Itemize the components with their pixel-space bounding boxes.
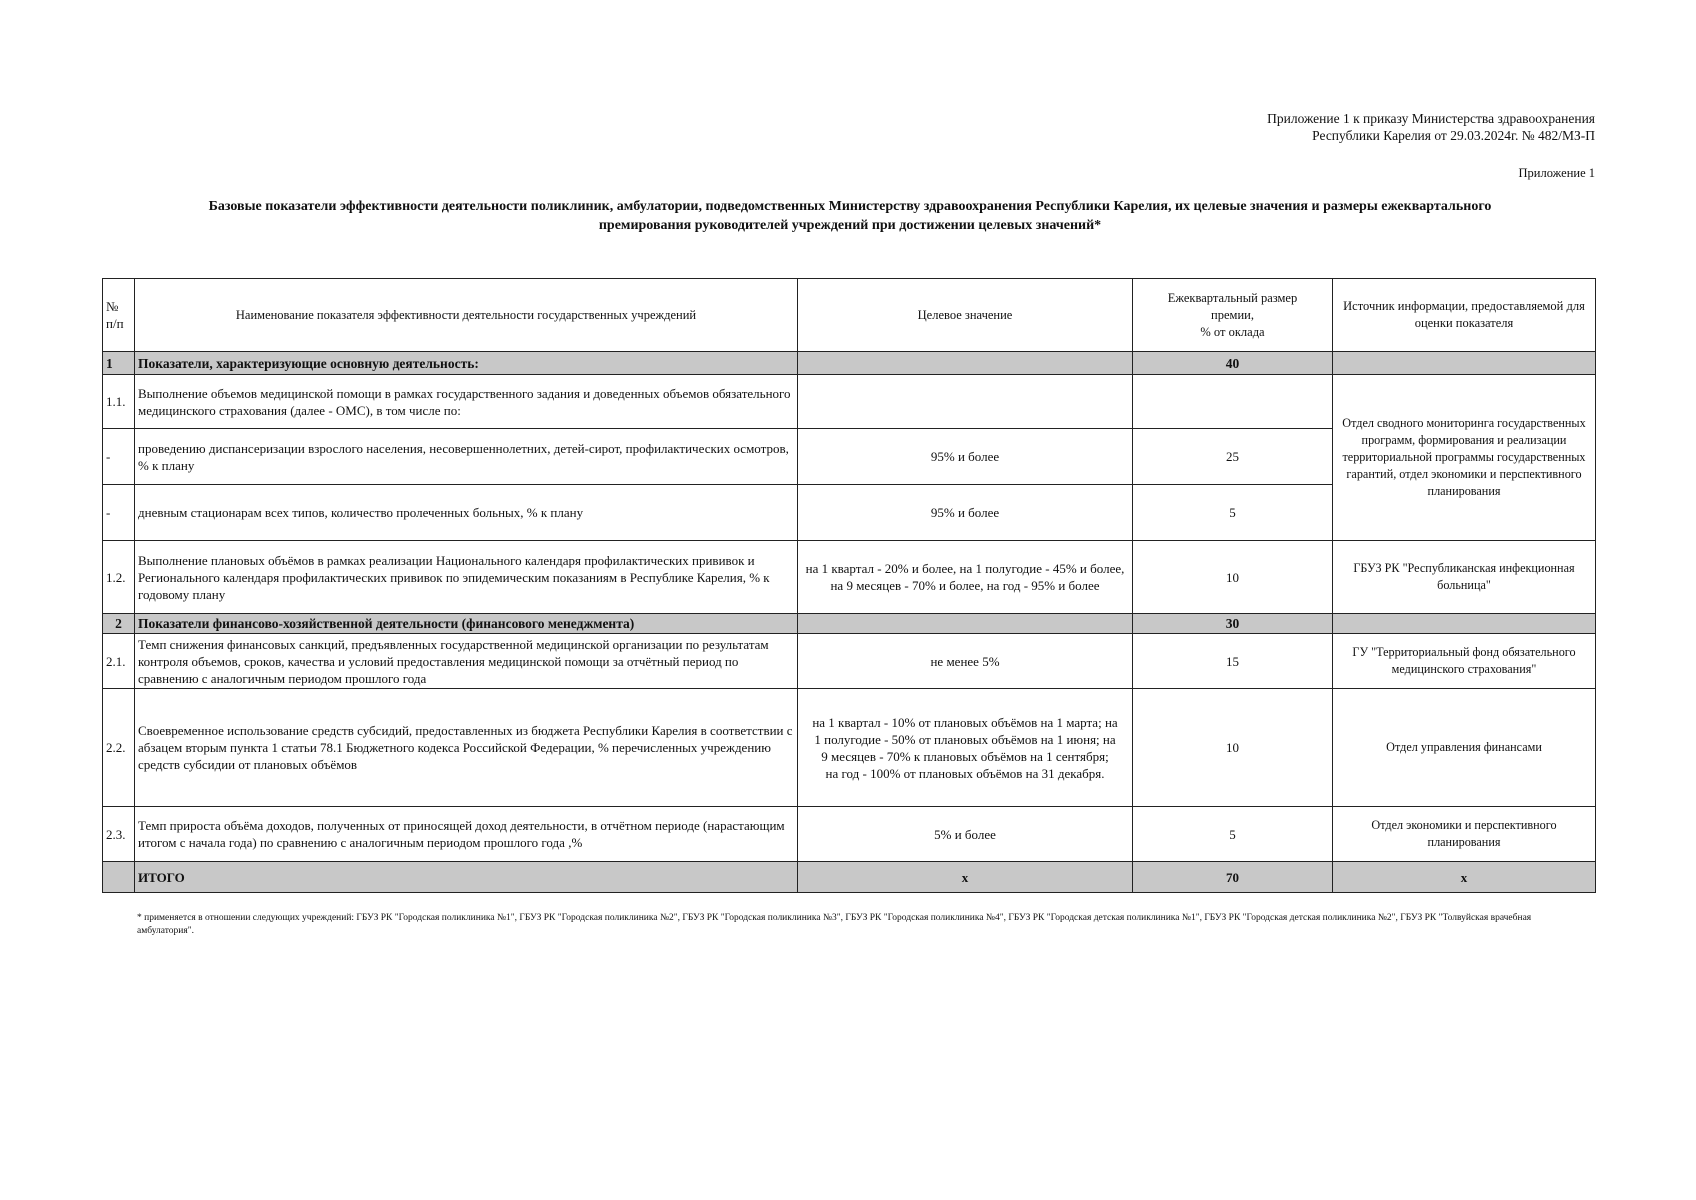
row-1-2-num: 1.2. [103,541,135,614]
row-1-1b-name: дневным стационарам всех типов, количество пролеченных больных, % к плану [135,485,798,541]
section-1-num: 1 [103,352,135,375]
section-1-title: Показатели, характеризующие основную деятельность: [135,352,798,375]
row-2-1-num: 2.1. [103,634,135,689]
row-2-2-target-line2: 1 полугодие - 50% от плановых объёмов на 1 июня; на [814,731,1116,747]
table-row [103,541,1596,614]
row-1-2-target: на 1 квартал - 20% и более, на 1 полугодие - 45% и более, на 9 месяцев - 70% и более, на год - 95% и более [798,541,1133,614]
row-1-1a-target: 95% и более [798,429,1133,485]
row-1-1-name: Выполнение объемов медицинской помощи в рамках государственного задания и доведенных объемов обязательного медицинского страхования (далее - ОМС), в том числе по: [135,375,798,429]
row-2-3-bonus: 5 [1133,807,1333,862]
document-title-line2: премирования руководителей учреждений при достижении целевых значений* [598,218,1102,233]
row-2-2-num: 2.2. [103,689,135,807]
section-2-source [1333,614,1596,634]
order-reference-line1: Приложение 1 к приказу Министерства здравоохранения [1267,111,1595,126]
order-reference [1267,110,1595,144]
row-2-1-target: не менее 5% [798,634,1133,689]
appendix-label: Приложение 1 [1518,166,1595,180]
row-2-2-target-line3: 9 месяцев - 70% к плановых объёмов на 1 сентября; [821,748,1109,764]
row-2-2-target [798,689,1133,807]
document-title-line1: Базовые показатели эффективности деятельности поликлиник, амбулатории, подведомственных Министерству здравоохранения Республики Карелия, их целевые значения и размеры ежеквартального [208,199,1492,214]
row-2-1-bonus: 15 [1133,634,1333,689]
table-row [103,634,1596,689]
row-1-1-target [798,375,1133,429]
total-bonus: 70 [1133,862,1333,893]
total-row [103,862,1596,893]
section-row-1 [103,352,1596,375]
row-1-2-bonus: 10 [1133,541,1333,614]
row-1-1a-name: проведению диспансеризации взрослого населения, несовершеннолетних, детей-сирот, профилактических осмотров, % к плану [135,429,798,485]
row-1-2-name: Выполнение плановых объёмов в рамках реализации Национального календаря профилактических прививок и Регионального календаря профилактических прививок по эпидемическим показаниям в Республике Карелия, % к годовому плану [135,541,798,614]
section-2-title: Показатели финансово-хозяйственной деятельности (финансового менеджмента) [135,614,798,634]
header-source: Источник информации, предоставляемой для оценки показателя [1333,279,1596,352]
row-1-1-source: Отдел сводного мониторинга государственных программ, формирования и реализации территориальной программы государственных гарантий, отдел экономики и перспективного планирования [1333,375,1596,541]
header-target: Целевое значение [798,279,1133,352]
table-row [103,375,1596,429]
header-name: Наименование показателя эффективности деятельности государственных учреждений [135,279,798,352]
total-source: х [1333,862,1596,893]
row-1-1b-num: - [103,485,135,541]
row-2-1-name: Темп снижения финансовых санкций, предъявленных государственной медицинской организации по результатам контроля объемов, сроков, качества и условий предоставления медицинской помощи за отчётный период по сравнению с аналогичным периодом прошлого года [135,634,798,689]
section-1-target [798,352,1133,375]
section-row-2 [103,614,1596,634]
table-row [103,689,1596,807]
row-2-2-target-line1: на 1 квартал - 10% от плановых объёмов на 1 марта; на [812,714,1118,730]
row-2-3-name: Темп прироста объёма доходов, полученных от приносящей доход деятельности, в отчётном периоде (нарастающим итогом с начала года) по сравнению с аналогичным периодом прошлого года ,% [135,807,798,862]
row-2-1-source: ГУ "Территориальный фонд обязательного медицинского страхования" [1333,634,1596,689]
section-2-bonus: 30 [1133,614,1333,634]
header-bonus-line1: Ежеквартальный размер [1167,290,1298,305]
footnote: * применяется в отношении следующих учреждений: ГБУЗ РК "Городская поликлиника №1", ГБУЗ РК "Городская поликлиника №2", ГБУЗ РК "Городская поликлиника №3", ГБУЗ РК "Городская поликлиника №4", ГБУЗ РК "Городская детская поликлиника №1", ГБУЗ РК "Городская детская поликлиника №2", ГБУЗ РК "Толвуйская врачебная амбулатория". [137,913,1532,936]
row-2-2-target-line4: на год - 100% от плановых объёмов на 31 декабря. [825,765,1105,781]
table-header-row [103,279,1596,352]
row-2-2-bonus: 10 [1133,689,1333,807]
row-2-2-source: Отдел управления финансами [1333,689,1596,807]
row-1-1-bonus [1133,375,1333,429]
document-title [140,197,1560,235]
row-2-3-num: 2.3. [103,807,135,862]
total-label: ИТОГО [135,862,798,893]
header-bonus-line2: премии, [1211,307,1254,322]
header-bonus [1133,279,1333,352]
row-1-1b-bonus: 5 [1133,485,1333,541]
row-1-1-num: 1.1. [103,375,135,429]
section-2-num: 2 [103,614,135,634]
row-2-3-source: Отдел экономики и перспективного планирования [1333,807,1596,862]
total-num [103,862,135,893]
section-1-source [1333,352,1596,375]
section-1-bonus: 40 [1133,352,1333,375]
row-1-1a-num: - [103,429,135,485]
order-reference-line2: Республики Карелия от 29.03.2024г. № 482/МЗ-П [1312,128,1595,143]
row-1-2-source: ГБУЗ РК "Республиканская инфекционная больница" [1333,541,1596,614]
total-target: х [798,862,1133,893]
header-num: № п/п [103,279,135,352]
section-2-target [798,614,1133,634]
row-1-1a-bonus: 25 [1133,429,1333,485]
indicators-table [102,278,1596,893]
row-2-3-target: 5% и более [798,807,1133,862]
table-row [103,807,1596,862]
row-2-2-name: Своевременное использование средств субсидий, предоставленных из бюджета Республики Карелия в соответствии с абзацем вторым пункта 1 статьи 78.1 Бюджетного кодекса Российской Федерации, % перечисленных учреждению средств субсидии от плановых объёмов [135,689,798,807]
header-bonus-line3: % от оклада [1200,324,1265,339]
row-1-1b-target: 95% и более [798,485,1133,541]
